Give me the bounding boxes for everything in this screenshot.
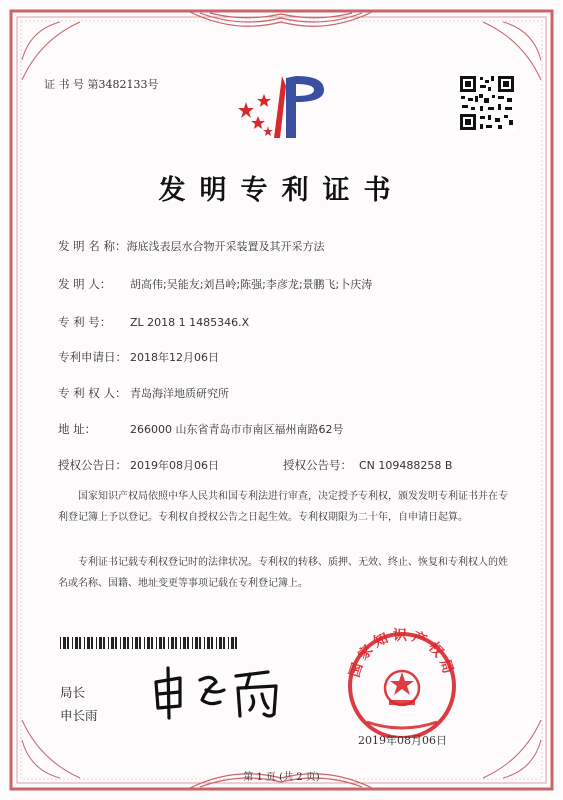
address-row	[58, 421, 343, 437]
invention-name-row	[58, 238, 324, 254]
handwritten-signature-icon	[150, 660, 300, 720]
address-label: 地 址：	[58, 422, 97, 436]
patent-number-value: ZL 2018 1 1485346.X	[130, 316, 250, 329]
filing-date-label: 专利申请日：	[58, 350, 127, 364]
grant-number-value: CN 109488258 B	[359, 459, 453, 472]
seal-text: 国家知识产权局	[346, 627, 458, 680]
grant-date-label: 授权公告日：	[58, 458, 127, 472]
inventors-value: 胡高伟;吴能友;刘昌岭;陈强;李彦龙;景鹏飞;卜庆涛	[130, 278, 373, 291]
page-indicator: 第 1 页 (共 2 页)	[243, 772, 320, 783]
grant-number-row	[283, 457, 452, 473]
official-seal-icon	[337, 626, 467, 738]
seal-date: 2019年08月06日	[358, 734, 447, 747]
patent-number-label: 专 利 号：	[58, 315, 112, 329]
inventors-label: 发 明 人：	[58, 277, 112, 291]
patentee-row	[58, 385, 229, 401]
certificate-number: 证 书 号 第3482133号	[44, 78, 159, 91]
grant-statement-paragraph: 国家知识产权局依照中华人民共和国专利法进行审查，决定授予专利权，颁发发明专利证书并在专利登记簿上予以登记。专利权自授权公告之日起生效。专利权期限为二十年，自申请日起算。	[58, 491, 508, 523]
barcode-icon	[60, 637, 240, 649]
patentee-label: 专 利 权 人：	[58, 386, 127, 400]
inventors-row	[58, 276, 372, 292]
grant-date-row	[58, 457, 219, 473]
certificate-title: 发明专利证书	[158, 175, 405, 206]
patentee-value: 青岛海洋地质研究所	[130, 387, 229, 400]
invention-name-label: 发 明 名 称：	[58, 239, 127, 253]
signatory-name: 申长雨	[60, 708, 98, 723]
qr-code-icon	[458, 74, 516, 132]
filing-date-row	[58, 349, 219, 365]
grant-number-label: 授权公告号：	[283, 458, 352, 472]
legal-status-paragraph: 专利证书记载专利权登记时的法律状况。专利权的转移、质押、无效、终止、恢复和专利权人的姓名或名称、国籍、地址变更等事项记载在专利登记簿上。	[58, 557, 508, 589]
invention-name-value: 海底浅表层水合物开采装置及其开采方法	[126, 240, 325, 253]
address-value: 266000 山东省青岛市市南区福州南路62号	[130, 423, 344, 436]
grant-date-value: 2019年08月06日	[130, 459, 219, 472]
patent-number-row	[58, 314, 249, 330]
signature-title: 局长	[60, 685, 86, 700]
filing-date-value: 2018年12月06日	[130, 351, 219, 364]
patent-office-logo-icon	[236, 72, 328, 144]
